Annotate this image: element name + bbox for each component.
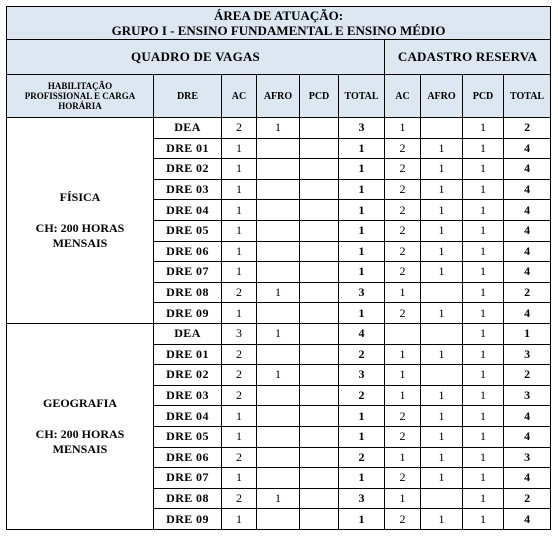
cell-reserva-afro: 1 [421, 344, 463, 365]
cell-pcd [300, 323, 339, 344]
cell-pcd [300, 159, 339, 180]
cell-reserva-afro: 1 [421, 385, 463, 406]
cell-reserva-ac: 1 [385, 118, 421, 139]
subject-name: FÍSICA [59, 189, 101, 204]
cell-pcd [300, 468, 339, 489]
cell-ac: 1 [222, 509, 257, 530]
cell-reserva-ac: 2 [385, 262, 421, 283]
cell-afro [257, 220, 300, 241]
cell-pcd [300, 138, 339, 159]
cell-reserva-afro [421, 365, 463, 386]
cell-reserva-afro: 1 [421, 303, 463, 324]
cell-pcd [300, 118, 339, 139]
col-reserva-total: TOTAL [504, 75, 551, 118]
cell-ac: 2 [222, 365, 257, 386]
cell-reserva-total: 4 [504, 200, 551, 221]
cell-reserva-afro: 1 [421, 426, 463, 447]
cell-reserva-afro [421, 282, 463, 303]
cell-reserva-pcd: 1 [463, 344, 504, 365]
cell-reserva-pcd: 1 [463, 118, 504, 139]
cell-total: 3 [339, 118, 385, 139]
cell-ac: 1 [222, 220, 257, 241]
cell-afro: 1 [257, 282, 300, 303]
cell-afro: 1 [257, 488, 300, 509]
cell-dre: DRE 05 [154, 426, 222, 447]
workload-line: CH: 200 HORAS [35, 426, 125, 441]
cell-reserva-ac: 2 [385, 406, 421, 427]
cell-reserva-afro: 1 [421, 138, 463, 159]
cell-reserva-ac: 1 [385, 282, 421, 303]
cell-reserva-pcd: 1 [463, 447, 504, 468]
cell-reserva-ac: 2 [385, 303, 421, 324]
col-reserva-ac: AC [385, 75, 421, 118]
cell-pcd [300, 385, 339, 406]
cell-total: 1 [339, 241, 385, 262]
cell-dre: DEA [154, 118, 222, 139]
cell-reserva-pcd: 1 [463, 241, 504, 262]
col-habilitacao-line: PROFISSIONAL E CARGA [24, 91, 136, 101]
col-total: TOTAL [339, 75, 385, 118]
cell-dre: DEA [154, 323, 222, 344]
table-title [7, 7, 551, 40]
cell-reserva-total: 4 [504, 262, 551, 283]
cell-afro [257, 138, 300, 159]
cell-ac: 2 [222, 447, 257, 468]
cell-reserva-total: 4 [504, 303, 551, 324]
cell-dre: DRE 06 [154, 447, 222, 468]
cell-afro [257, 200, 300, 221]
cell-ac: 1 [222, 303, 257, 324]
cell-reserva-total: 4 [504, 138, 551, 159]
cell-reserva-pcd: 1 [463, 365, 504, 386]
cell-pcd [300, 447, 339, 468]
cell-reserva-total: 4 [504, 468, 551, 489]
cell-total: 1 [339, 262, 385, 283]
cell-reserva-total: 2 [504, 282, 551, 303]
subject-cell [7, 323, 154, 529]
cell-total: 3 [339, 488, 385, 509]
cell-reserva-afro: 1 [421, 406, 463, 427]
cell-reserva-ac: 2 [385, 426, 421, 447]
cell-reserva-afro: 1 [421, 220, 463, 241]
cell-ac: 1 [222, 159, 257, 180]
cell-total: 1 [339, 426, 385, 447]
cell-reserva-pcd: 1 [463, 138, 504, 159]
cell-dre: DRE 09 [154, 303, 222, 324]
cell-ac: 2 [222, 344, 257, 365]
cell-reserva-pcd: 1 [463, 282, 504, 303]
cell-reserva-total: 2 [504, 365, 551, 386]
cell-ac: 1 [222, 241, 257, 262]
cell-reserva-pcd: 1 [463, 323, 504, 344]
vacancy-table-frame [6, 6, 550, 530]
cell-total: 2 [339, 344, 385, 365]
cell-total: 1 [339, 303, 385, 324]
cell-reserva-afro: 1 [421, 262, 463, 283]
cell-total: 1 [339, 159, 385, 180]
cell-reserva-total: 4 [504, 241, 551, 262]
cell-afro [257, 509, 300, 530]
cell-total: 1 [339, 138, 385, 159]
workload-line: CH: 200 HORAS [35, 220, 125, 235]
cell-total: 3 [339, 282, 385, 303]
cell-dre: DRE 07 [154, 262, 222, 283]
cell-reserva-afro: 1 [421, 447, 463, 468]
cell-dre: DRE 06 [154, 241, 222, 262]
cell-reserva-afro [421, 118, 463, 139]
col-ac: AC [222, 75, 257, 118]
cell-dre: DRE 04 [154, 406, 222, 427]
cell-ac: 1 [222, 468, 257, 489]
cell-reserva-total: 2 [504, 488, 551, 509]
cell-pcd [300, 344, 339, 365]
cell-pcd [300, 262, 339, 283]
subject-cell [7, 118, 154, 324]
cell-dre: DRE 03 [154, 385, 222, 406]
cell-total: 1 [339, 200, 385, 221]
subject-name: GEOGRAFIA [42, 395, 117, 410]
cell-total: 1 [339, 220, 385, 241]
cell-dre: DRE 08 [154, 282, 222, 303]
col-habilitacao [7, 75, 154, 118]
col-dre: DRE [154, 75, 222, 118]
cell-afro [257, 262, 300, 283]
cell-pcd [300, 406, 339, 427]
cell-total: 2 [339, 385, 385, 406]
table-body [7, 118, 551, 530]
cell-afro [257, 179, 300, 200]
col-reserva-afro: AFRO [421, 75, 463, 118]
section-reserva: CADASTRO RESERVA [385, 40, 551, 75]
cell-reserva-afro: 1 [421, 200, 463, 221]
section-vagas: QUADRO DE VAGAS [7, 40, 385, 75]
cell-pcd [300, 282, 339, 303]
cell-reserva-pcd: 1 [463, 262, 504, 283]
cell-reserva-total: 4 [504, 220, 551, 241]
cell-reserva-pcd: 1 [463, 509, 504, 530]
cell-dre: DRE 07 [154, 468, 222, 489]
cell-total: 1 [339, 509, 385, 530]
cell-reserva-ac: 1 [385, 385, 421, 406]
workload-line: MENSAIS [52, 441, 108, 456]
col-pcd: PCD [300, 75, 339, 118]
cell-reserva-afro [421, 488, 463, 509]
cell-ac: 2 [222, 488, 257, 509]
cell-ac: 1 [222, 426, 257, 447]
cell-reserva-total: 2 [504, 118, 551, 139]
cell-dre: DRE 02 [154, 365, 222, 386]
cell-reserva-ac [385, 323, 421, 344]
cell-afro: 1 [257, 323, 300, 344]
title-row [7, 7, 551, 40]
cell-afro [257, 385, 300, 406]
workload-label [7, 221, 153, 251]
cell-reserva-total: 4 [504, 406, 551, 427]
group-title: GRUPO I - ENSINO FUNDAMENTAL E ENSINO MÉDIO [111, 23, 446, 38]
cell-ac: 3 [222, 323, 257, 344]
cell-reserva-ac: 1 [385, 344, 421, 365]
cell-reserva-ac: 2 [385, 220, 421, 241]
cell-afro [257, 344, 300, 365]
cell-total: 1 [339, 468, 385, 489]
section-row [7, 40, 551, 75]
cell-reserva-ac: 2 [385, 509, 421, 530]
cell-reserva-total: 4 [504, 159, 551, 180]
table-head [7, 7, 551, 118]
cell-reserva-afro: 1 [421, 468, 463, 489]
col-afro: AFRO [257, 75, 300, 118]
cell-reserva-ac: 1 [385, 488, 421, 509]
cell-dre: DRE 02 [154, 159, 222, 180]
cell-reserva-pcd: 1 [463, 426, 504, 447]
cell-reserva-afro: 1 [421, 509, 463, 530]
table-row [7, 118, 551, 139]
cell-total: 1 [339, 406, 385, 427]
cell-reserva-total: 4 [504, 426, 551, 447]
cell-reserva-afro: 1 [421, 159, 463, 180]
cell-pcd [300, 303, 339, 324]
cell-dre: DRE 01 [154, 344, 222, 365]
cell-reserva-ac: 2 [385, 468, 421, 489]
cell-pcd [300, 200, 339, 221]
cell-afro [257, 468, 300, 489]
cell-reserva-total: 4 [504, 179, 551, 200]
cell-reserva-afro: 1 [421, 179, 463, 200]
cell-reserva-pcd: 1 [463, 303, 504, 324]
cell-ac: 1 [222, 179, 257, 200]
cell-total: 3 [339, 365, 385, 386]
workload-line: MENSAIS [52, 235, 108, 250]
cell-reserva-ac: 1 [385, 447, 421, 468]
cell-dre: DRE 09 [154, 509, 222, 530]
cell-reserva-ac: 2 [385, 138, 421, 159]
cell-ac: 1 [222, 262, 257, 283]
col-habilitacao-line: HABILITAÇÃO [47, 81, 113, 91]
col-reserva-pcd: PCD [463, 75, 504, 118]
cell-dre: DRE 04 [154, 200, 222, 221]
cell-reserva-pcd: 1 [463, 468, 504, 489]
cell-total: 2 [339, 447, 385, 468]
cell-dre: DRE 01 [154, 138, 222, 159]
workload-label [7, 427, 153, 457]
cell-ac: 1 [222, 406, 257, 427]
cell-ac: 2 [222, 282, 257, 303]
cell-reserva-pcd: 1 [463, 220, 504, 241]
cell-reserva-ac: 2 [385, 241, 421, 262]
cell-afro [257, 406, 300, 427]
cell-reserva-pcd: 1 [463, 159, 504, 180]
cell-afro [257, 241, 300, 262]
cell-reserva-pcd: 1 [463, 179, 504, 200]
cell-afro [257, 159, 300, 180]
cell-pcd [300, 488, 339, 509]
cell-pcd [300, 220, 339, 241]
cell-dre: DRE 08 [154, 488, 222, 509]
cell-dre: DRE 03 [154, 179, 222, 200]
cell-reserva-total: 3 [504, 447, 551, 468]
cell-reserva-pcd: 1 [463, 385, 504, 406]
table-row [7, 323, 551, 344]
cell-pcd [300, 179, 339, 200]
cell-afro [257, 303, 300, 324]
cell-total: 4 [339, 323, 385, 344]
cell-reserva-total: 3 [504, 385, 551, 406]
cell-afro: 1 [257, 365, 300, 386]
cell-ac: 2 [222, 385, 257, 406]
cell-afro: 1 [257, 118, 300, 139]
cell-afro [257, 447, 300, 468]
cell-pcd [300, 509, 339, 530]
vacancy-table [6, 6, 551, 530]
area-title: ÁREA DE ATUAÇÃO: [214, 8, 344, 23]
cell-reserva-ac: 2 [385, 179, 421, 200]
cell-reserva-total: 3 [504, 344, 551, 365]
cell-ac: 1 [222, 200, 257, 221]
cell-reserva-afro: 1 [421, 241, 463, 262]
col-habilitacao-line: HORÁRIA [58, 101, 102, 111]
cell-reserva-ac: 1 [385, 365, 421, 386]
cell-pcd [300, 241, 339, 262]
cell-ac: 1 [222, 138, 257, 159]
cell-reserva-total: 1 [504, 323, 551, 344]
cell-reserva-pcd: 1 [463, 488, 504, 509]
cell-reserva-ac: 2 [385, 200, 421, 221]
cell-reserva-total: 4 [504, 509, 551, 530]
cell-pcd [300, 426, 339, 447]
cell-dre: DRE 05 [154, 220, 222, 241]
column-header-row [7, 75, 551, 118]
cell-afro [257, 426, 300, 447]
cell-pcd [300, 365, 339, 386]
cell-reserva-ac: 2 [385, 159, 421, 180]
cell-reserva-pcd: 1 [463, 406, 504, 427]
cell-ac: 2 [222, 118, 257, 139]
cell-reserva-pcd: 1 [463, 200, 504, 221]
cell-total: 1 [339, 179, 385, 200]
cell-reserva-afro [421, 323, 463, 344]
